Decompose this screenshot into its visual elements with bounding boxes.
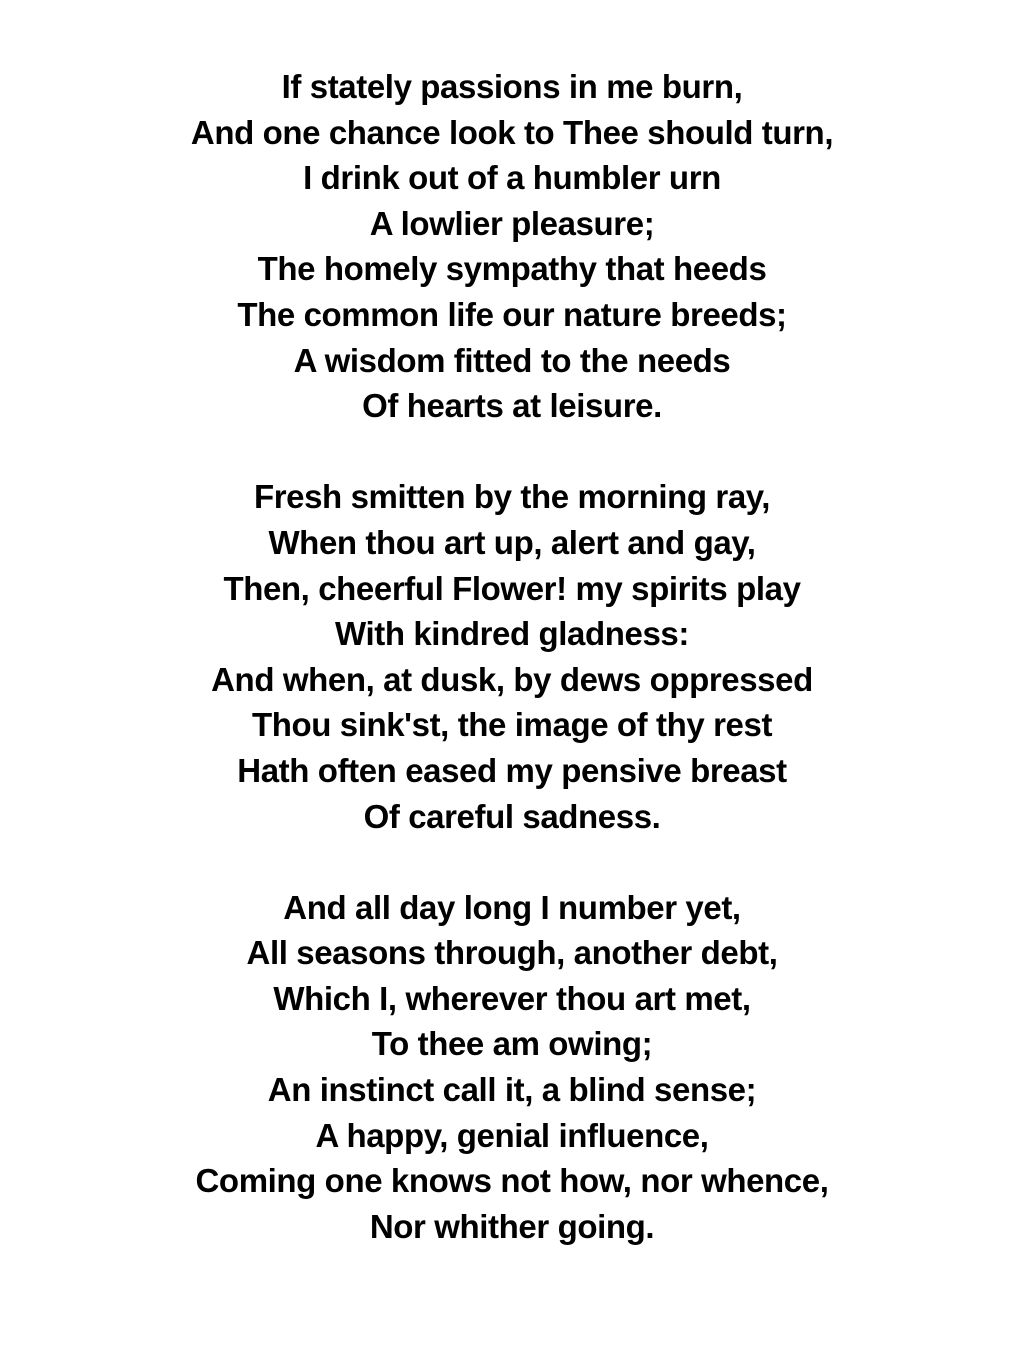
poem-line: When thou art up, alert and gay, <box>268 523 756 561</box>
poem-line: I drink out of a humbler urn <box>303 159 721 197</box>
poem-line: And all day long I number yet, <box>283 888 741 926</box>
stanza-3 <box>0 885 1024 1250</box>
poem-line: And one chance look to Thee should turn, <box>190 113 834 151</box>
poem-line: If stately passions in me burn, <box>281 68 743 105</box>
poem-line: A wisdom fitted to the needs <box>293 341 731 379</box>
poem-line: The homely sympathy that heeds <box>257 250 767 288</box>
poem-line: Of careful sadness. <box>363 797 661 835</box>
poem-line: An instinct call it, a blind sense; <box>267 1071 757 1109</box>
stanza-1 <box>0 64 1024 429</box>
poem-line: A lowlier pleasure; <box>369 204 655 242</box>
poem-line: And when, at dusk, by dews oppressed <box>211 660 813 698</box>
stanza-2 <box>0 474 1024 839</box>
poem-line: To thee am owing; <box>371 1025 653 1063</box>
poem-line: Coming one knows not how, nor whence, <box>195 1162 829 1200</box>
poem-line: Fresh smitten by the morning ray, <box>253 478 771 516</box>
poem-line: Of hearts at leisure. <box>362 387 662 425</box>
poem-line: The common life our nature breeds; <box>237 295 787 333</box>
poem-line: Nor whither going. <box>369 1207 655 1245</box>
poem-line: A happy, genial influence, <box>315 1116 709 1154</box>
poem-line: Then, cheerful Flower! my spirits play <box>223 569 801 607</box>
poem-line: Thou sink'st, the image of thy rest <box>251 706 773 744</box>
poem-line: With kindred gladness: <box>335 615 689 653</box>
poem <box>0 64 1024 1249</box>
poem-line: Hath often eased my pensive breast <box>237 751 787 789</box>
poem-line: Which I, wherever thou art met, <box>273 979 751 1017</box>
poem-line: All seasons through, another debt, <box>246 934 778 972</box>
